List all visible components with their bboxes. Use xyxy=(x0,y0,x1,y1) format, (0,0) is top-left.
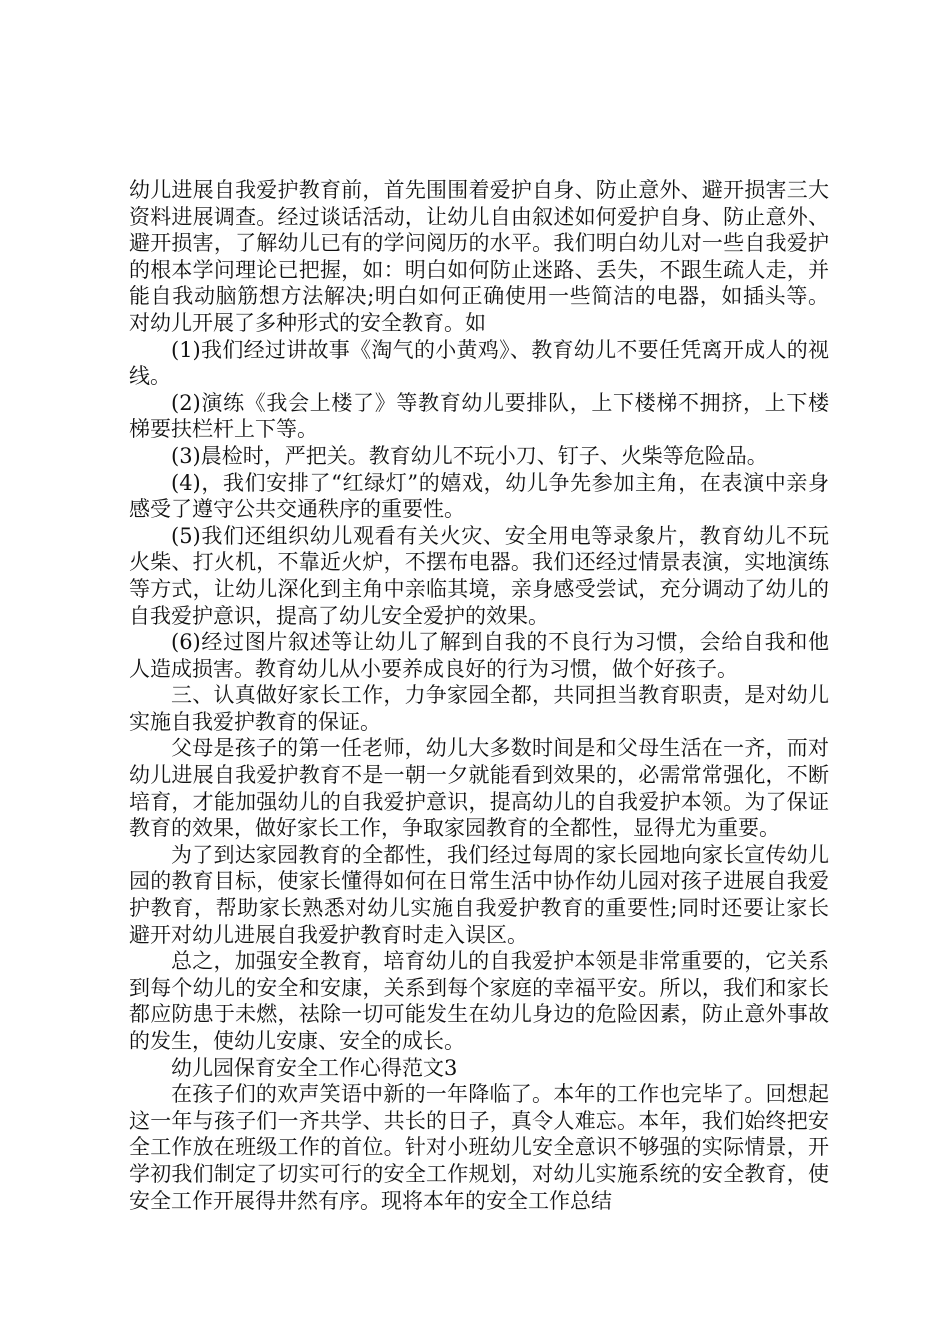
paragraph-essay-3-intro: 在孩子们的欢声笑语中新的一年降临了。本年的工作也完毕了。回想起这一年与孩子们一齐共学、共长的日子，真令人难忘。本年，我们始终把安全工作放在班级工作的首位。针对小班幼儿安全意识不够强的实际情景，开学初我们制定了切实可行的安全工作规划，对幼儿实施系统的安全教育，使安全工作开展得井然有序。现将本年的安全工作总结 xyxy=(129,1082,829,1213)
paragraph-item-3: (3)晨检时，严把关。教育幼儿不玩小刀、钉子、火柴等危险品。 xyxy=(171,443,768,468)
paragraph-item-2: (2)演练《我会上楼了》等教育幼儿要排队，上下楼梯不拥挤，上下楼梯要扶栏杆上下等。 xyxy=(129,390,829,442)
paragraph-item-5: (5)我们还组织幼儿观看有关火灾、安全用电等录象片，教育幼儿不玩火柴、打火机，不靠近火炉，不摆布电器。我们还经过情景表演，实地演练等方式，让幼儿深化到主角中亲临其境，亲身感受尝试，充分调动了幼儿的自我爱护意识，提高了幼儿安全爱护的效果。 xyxy=(129,523,829,628)
paragraph-parents: 父母是孩子的第一任老师，幼儿大多数时间是和父母生活在一齐，而对幼儿进展自我爱护教育不是一朝一夕就能看到效果的，必需常常强化，不断培育，才能加强幼儿的自我爱护意识，提高幼儿的自我爱护本领。为了保证教育的效果，做好家长工作，争取家园教育的全都性，显得尤为重要。 xyxy=(129,736,829,841)
paragraph-home-school: 为了到达家园教育的全都性，我们经过每周的家长园地向家长宣传幼儿园的教育目标，使家长懂得如何在日常生活中协作幼儿园对孩子进展自我爱护教育，帮助家长熟悉对幼儿实施自我爱护教育的重要性;同时还要让家长避开对幼儿进展自我爱护教育时走入误区。 xyxy=(129,842,829,947)
paragraph-intro: 幼儿进展自我爱护教育前，首先围围着爱护自身、防止意外、避开损害三大资料进展调查。经过谈话活动，让幼儿自由叙述如何爱护自身、防止意外、避开损害，了解幼儿已有的学问阅历的水平。我们明白幼儿对一些自我爱护的根本学问理论已把握，如：明白如何防止迷路、丢失，不跟生疏人走，并能自我动脑筋想方法解决;明白如何正确使用一些简洁的电器，如插头等。对幼儿开展了多种形式的安全教育。如 xyxy=(129,178,829,335)
paragraph-summary: 总之，加强安全教育，培育幼儿的自我爱护本领是非常重要的，它关系到每个幼儿的安全和安康，关系到每个家庭的幸福平安。所以，我们和家长都应防患于未燃，祛除一切可能发生在幼儿身边的危险因素，防止意外事故的发生，使幼儿安康、安全的成长。 xyxy=(129,949,829,1053)
section-heading-three: 三、认真做好家长工作，力争家园全都，共同担当教育职责，是对幼儿实施自我爱护教育的保证。 xyxy=(129,683,829,734)
paragraph-item-1: (1)我们经过讲故事《淘气的小黄鸡》、教育幼儿不要任凭离开成人的视线。 xyxy=(129,337,829,389)
paragraph-item-6: (6)经过图片叙述等让幼儿了解到自我的不良行为习惯，会给自我和他人造成损害。教育幼儿从小要养成良好的行为习惯，做个好孩子。 xyxy=(129,630,829,681)
essay-title: 幼儿园保育安全工作心得范文3 xyxy=(171,1055,458,1080)
document-body xyxy=(129,177,829,1214)
paragraph-item-4: (4)，我们安排了“红绿灯”的嬉戏，幼儿争先参加主角，在表演中亲身感受了遵守公共交通秩序的重要性。 xyxy=(129,470,829,522)
